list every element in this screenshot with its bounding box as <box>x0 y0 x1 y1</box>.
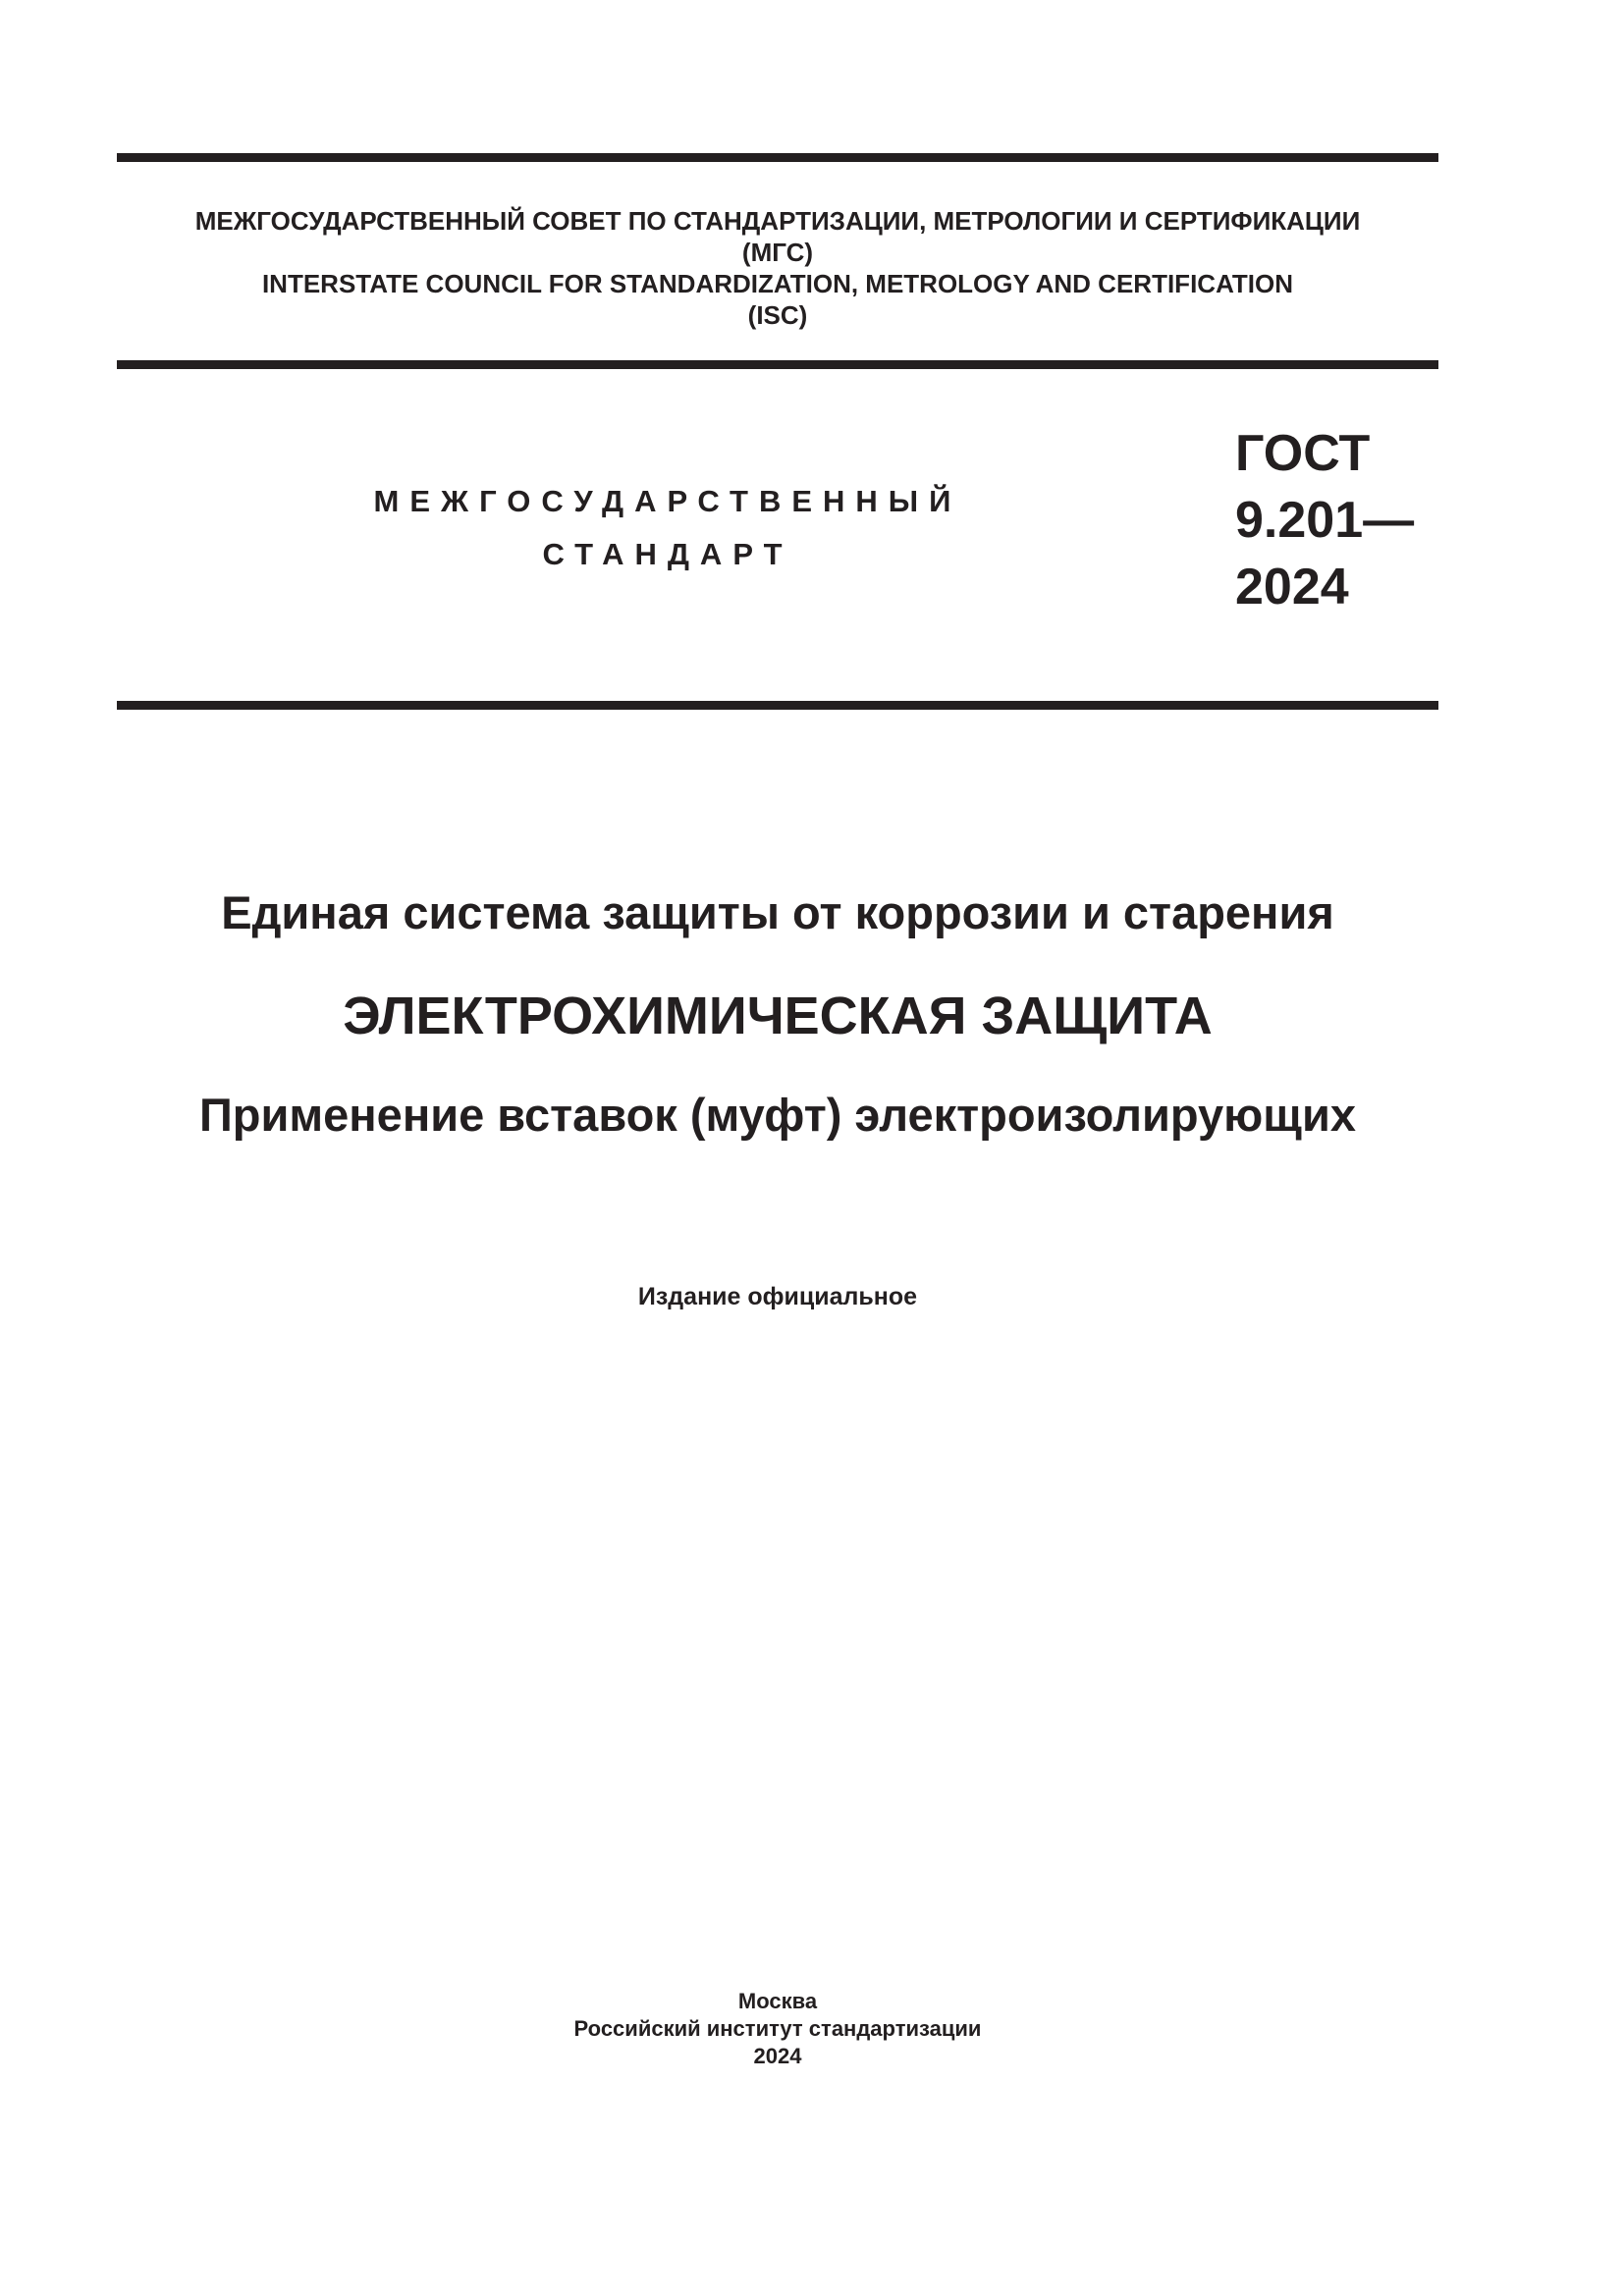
standard-label-line-1: МЕЖГОСУДАРСТВЕННЫЙ <box>373 484 962 518</box>
edition-label: Издание официальное <box>637 1283 918 1310</box>
imprint <box>117 1988 1438 2070</box>
standard-label-line-2: СТАНДАРТ <box>542 537 793 571</box>
subtitle: Применение вставок (муфт) электроизолирующих <box>199 1089 1356 1141</box>
top-rule <box>117 153 1438 162</box>
gost-year: 2024 <box>1235 559 1349 615</box>
council-name-en: INTERSTATE COUNCIL FOR STANDARDIZATION, METROLOGY AND CERTIFICATION <box>261 269 1294 298</box>
council-abbr-en: (ISC) <box>747 300 808 330</box>
gost-prefix: ГОСТ <box>1235 425 1371 482</box>
designation-bottom-rule <box>117 701 1438 710</box>
main-title: ЭЛЕКТРОХИМИЧЕСКАЯ ЗАЩИТА <box>343 987 1213 1045</box>
imprint-year: 2024 <box>753 2044 802 2068</box>
council-header <box>117 205 1438 331</box>
imprint-city: Москва <box>737 1989 818 2013</box>
council-name-ru: МЕЖГОСУДАРСТВЕННЫЙ СОВЕТ ПО СТАНДАРТИЗАЦИИ, МЕТРОЛОГИИ И СЕРТИФИКАЦИИ <box>194 206 1361 236</box>
series-title: Единая система защиты от коррозии и старения <box>221 886 1334 938</box>
imprint-publisher: Российский институт стандартизации <box>573 2016 982 2041</box>
header-bottom-rule <box>117 360 1438 369</box>
council-abbr-ru: (МГС) <box>741 238 814 267</box>
gost-number: 9.201— <box>1235 492 1415 549</box>
standard-type-label <box>353 475 982 581</box>
gost-designation <box>1235 420 1414 620</box>
